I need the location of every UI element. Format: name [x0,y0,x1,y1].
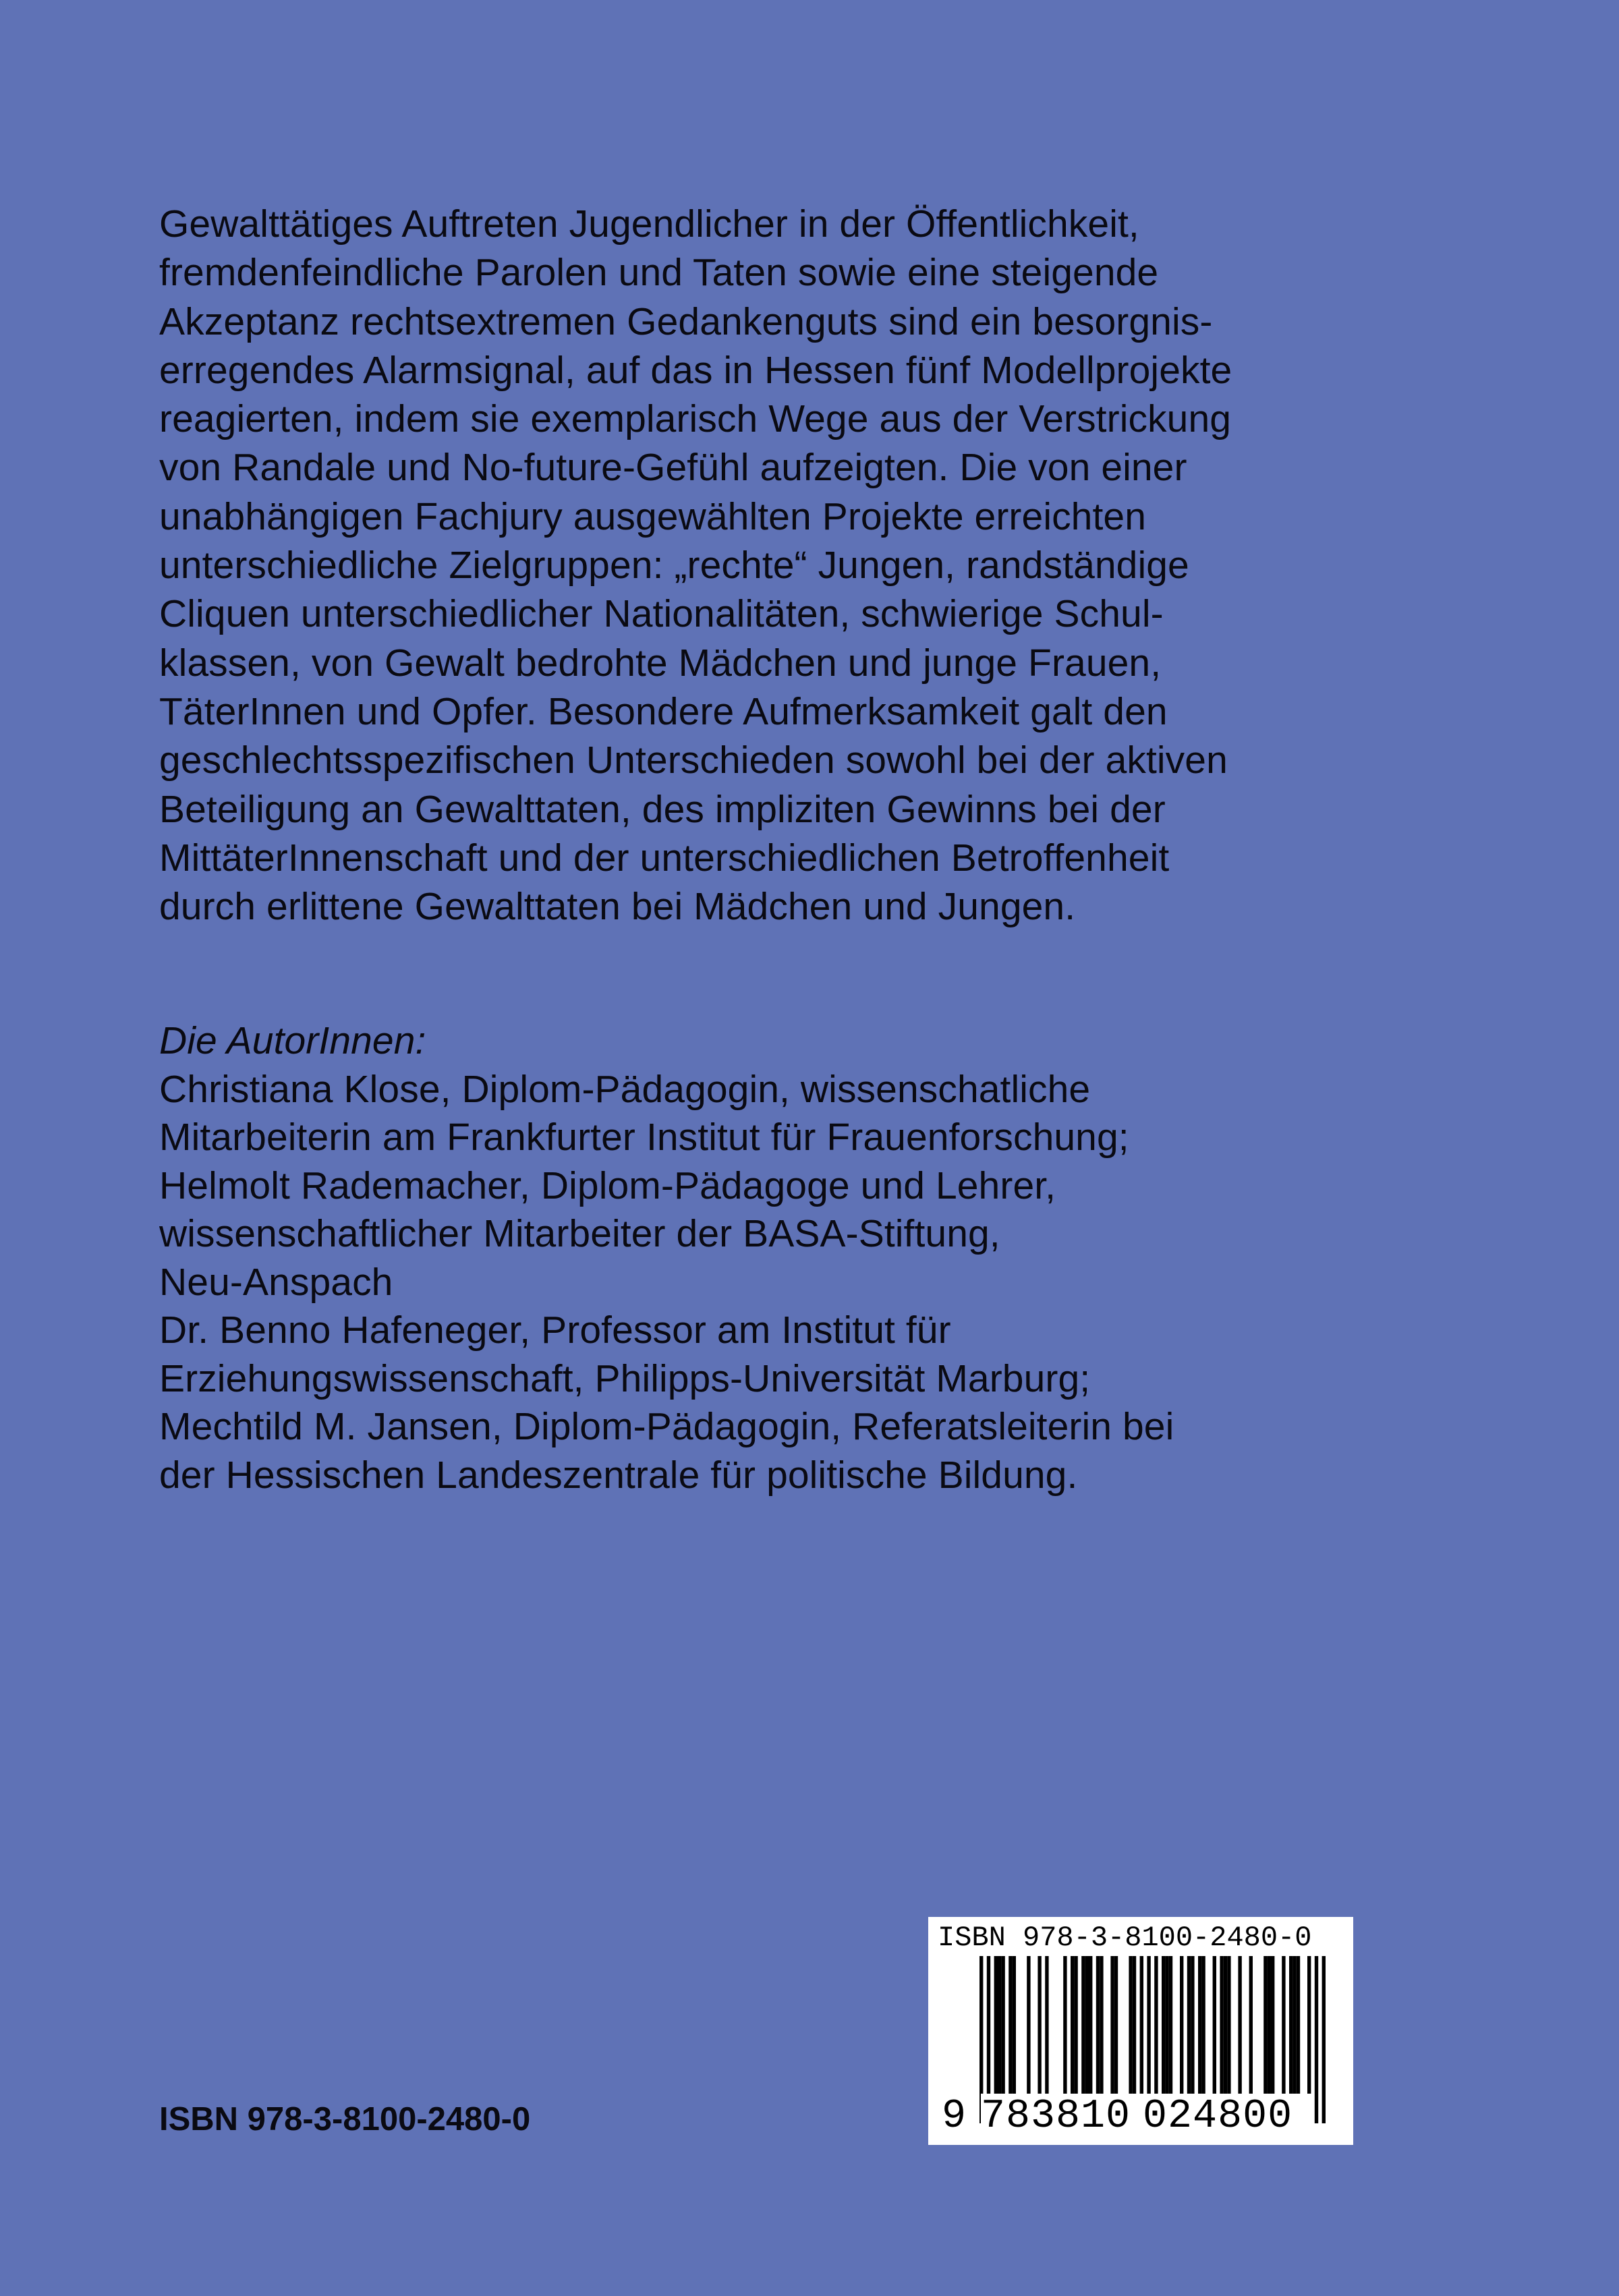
blurb-line: geschlechtsspezifischen Unterschieden sowohl bei der aktiven [159,739,1228,782]
barcode-bar [1081,1956,1085,2094]
author-line: Mechtild M. Jansen, Diplom-Pädagogin, Referatsleiterin bei [159,1405,1174,1448]
barcode-guard-bar [1322,1956,1326,2123]
barcode-bar [1297,1956,1300,2094]
barcode-bar [1045,1956,1048,2094]
blurb-line: klassen, von Gewalt bedrohte Mädchen und junge Frauen, [159,641,1162,685]
isbn-barcode [928,1917,1353,2145]
barcode-bar [1282,1956,1285,2094]
blurb-line: Beteiligung an Gewalttaten, des impliziten Gewinns bei der [159,787,1166,831]
barcode-bar [1263,1956,1267,2094]
blurb-line: unterschiedliche Zielgruppen: „rechte“ Jungen, randständige [159,544,1189,587]
blurb-line: Gewalttätiges Auftreten Jugendlicher in der Öffentlichkeit, [159,202,1139,246]
barcode-bar [1027,1956,1030,2094]
barcode-bar [1074,1956,1077,2094]
barcode-bar [1191,1956,1194,2094]
barcode-digits-left: 783810 [981,2094,1131,2140]
blurb-line: unabhängigen Fachjury ausgewählten Projekte erreichten [159,494,1147,538]
authors-heading: Die AutorInnen: [159,1019,426,1062]
isbn-text: ISBN 978-3-8100-2480-0 [159,2101,531,2137]
barcode-guard-bar [1315,1956,1318,2123]
author-line: Mitarbeiterin am Frankfurter Institut für Frauenforschung; [159,1116,1129,1159]
barcode-bar [998,1956,1001,2094]
barcode-bar [1187,1956,1191,2094]
blurb-line: erregendes Alarmsignal, auf das in Hessen fünf Modellprojekte [159,348,1232,392]
author-line: Christiana Klose, Diplom-Pädagogin, wissenschatliche [159,1067,1091,1111]
barcode-bar [1165,1956,1168,2094]
author-line: Helmolt Rademacher, Diplom-Pädagoge und Lehrer, [159,1164,1056,1207]
blurb-line: von Randale und No-future-Gefühl aufzeigten. Die von einer [159,446,1187,490]
barcode-bar [1271,1956,1274,2094]
blurb-line: TäterInnen und Opfer. Besondere Aufmerksamkeit galt den [159,689,1168,733]
barcode-bar [1096,1956,1100,2094]
barcode-digit-lead: 9 [942,2094,967,2140]
blurb-line: MittäterInnenschaft und der unterschiedlichen Betroffenheit [159,836,1170,880]
barcode-bar [1249,1956,1253,2094]
barcode-bar [1220,1956,1223,2094]
barcode-bar [1169,1956,1172,2094]
blurb-line: Akzeptanz rechtsextremen Gedankenguts sind ein besorgnis- [159,299,1213,343]
author-line: Dr. Benno Hafeneger, Professor am Institut für [159,1309,951,1352]
barcode-bar [1227,1956,1230,2094]
barcode-bar [1100,1956,1103,2094]
barcode-bar [1038,1956,1041,2094]
barcode-bar [1001,1956,1004,2094]
barcode-bar [1289,1956,1293,2094]
barcode-bar [1268,1956,1271,2094]
barcode-bar [1293,1956,1296,2094]
barcode-digits [942,2094,1293,2140]
blurb-line: durch erlittene Gewalttaten bei Mädchen und Jungen. [159,885,1076,929]
barcode-bar [1162,1956,1165,2094]
author-line: Neu-Anspach [159,1260,393,1304]
blurb-line: fremdenfeindliche Parolen und Taten sowie eine steigende [159,251,1159,295]
blurb-line: Cliquen unterschiedlicher Nationalitäten, schwierige Schul- [159,592,1164,636]
barcode-bar [1129,1956,1132,2094]
barcode-bar [1224,1956,1227,2094]
barcode-bar [1089,1956,1092,2094]
barcode-digits-right: 024800 [1143,2094,1293,2140]
barcode-bar [1238,1956,1241,2094]
barcode-bar [1213,1956,1216,2094]
barcode-bar [1013,1956,1016,2094]
barcode-bar [1180,1956,1183,2094]
barcode-isbn-label: ISBN 978-3-8100-2480-0 [938,1922,1312,1954]
barcode-bar [1140,1956,1143,2094]
barcode-bar [1307,1956,1311,2094]
author-line: der Hessischen Landeszentrale für politische Bildung. [159,1453,1078,1497]
authors-section [159,1017,1502,1499]
barcode-bar [1009,1956,1012,2094]
barcode-bar [1085,1956,1089,2094]
author-line: wissenschaftlicher Mitarbeiter der BASA-Stiftung, [159,1212,1000,1255]
barcode-bar [1063,1956,1067,2094]
barcode-bar [1198,1956,1201,2094]
barcode-bar [1133,1956,1136,2094]
blurb-text [159,200,1502,931]
blurb-line: reagierten, indem sie exemplarisch Wege aus der Verstrickung [159,397,1232,441]
author-line: Erziehungswissenschaft, Philipps-Universität Marburg; [159,1356,1091,1400]
barcode-bar [1114,1956,1118,2094]
barcode-bar [1071,1956,1074,2094]
barcode-bar [1201,1956,1205,2094]
barcode-bar [1110,1956,1114,2094]
barcode-bar [994,1956,998,2094]
